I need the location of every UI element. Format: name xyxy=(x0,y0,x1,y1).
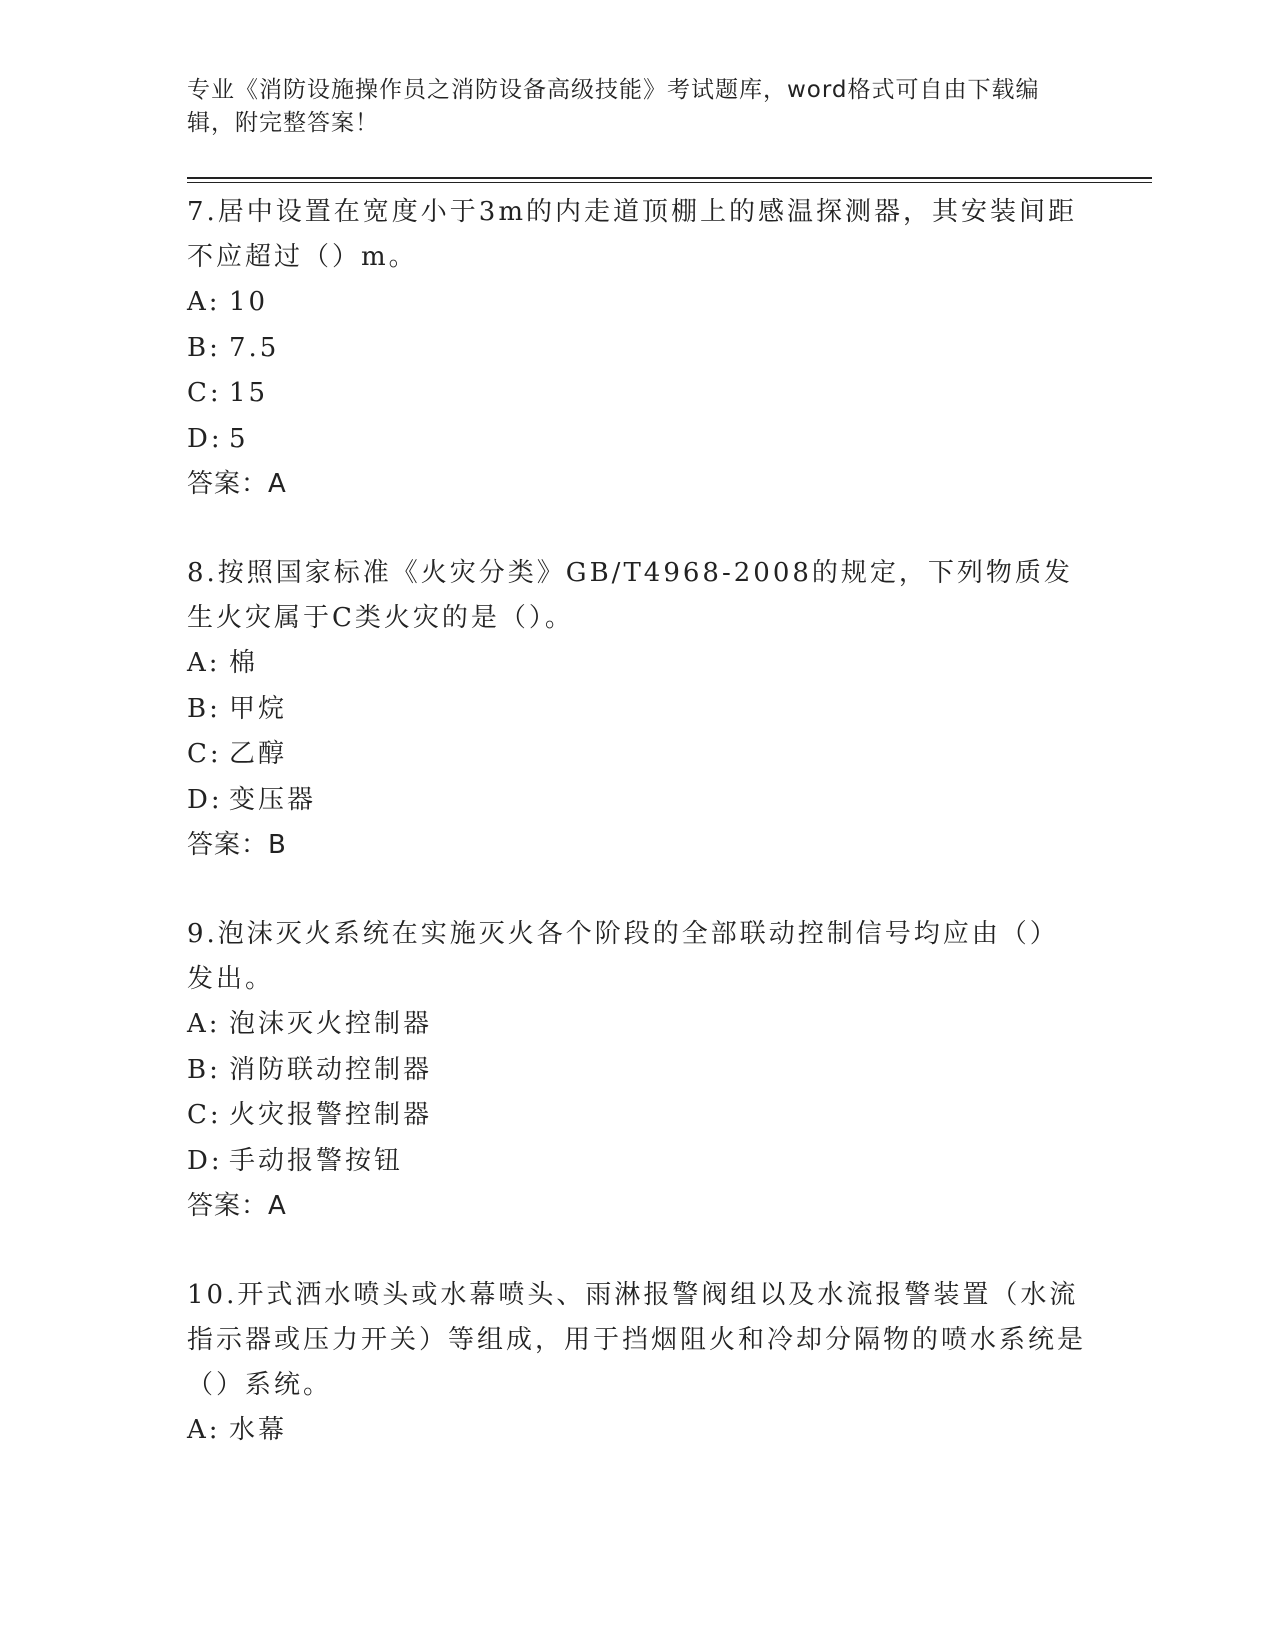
option-d xyxy=(187,417,1087,463)
option-value: 手动报警按钮 xyxy=(229,1145,404,1176)
option-value: 乙醇 xyxy=(229,739,288,769)
option-d xyxy=(187,1139,1087,1185)
header-divider-thin xyxy=(187,182,1152,183)
option-a xyxy=(187,641,1087,687)
option-key: D: xyxy=(187,784,223,815)
option-key: D: xyxy=(187,1145,223,1176)
question-list xyxy=(187,190,1087,1498)
question-7 xyxy=(187,190,1087,507)
answer-line: 答案：A xyxy=(187,469,287,499)
option-key: D: xyxy=(187,423,223,454)
option-key: C: xyxy=(187,739,222,769)
question-text: 9.泡沫灭火系统在实施灭火各个阶段的全部联动控制信号均应由（）发出。 xyxy=(187,919,1059,994)
option-d xyxy=(187,778,1087,824)
option-key: A: xyxy=(187,1415,221,1445)
option-key: B: xyxy=(187,693,221,724)
option-b xyxy=(187,326,1087,372)
answer-line: 答案：A xyxy=(187,1191,287,1221)
option-c xyxy=(187,1093,1087,1139)
option-value: 火灾报警控制器 xyxy=(229,1100,433,1130)
option-c xyxy=(187,732,1087,778)
option-value: 10 xyxy=(229,287,269,317)
question-9 xyxy=(187,912,1087,1229)
option-value: 5 xyxy=(229,423,249,454)
option-value: 消防联动控制器 xyxy=(229,1054,433,1085)
question-text: 10.开式洒水喷头或水幕喷头、雨淋报警阀组以及水流报警装置（水流指示器或压力开关）等组成，用于挡烟阻火和冷却分隔物的喷水系统是（）系统。 xyxy=(187,1280,1087,1400)
answer-line: 答案：B xyxy=(187,830,287,860)
question-8 xyxy=(187,551,1087,868)
option-value: 15 xyxy=(229,378,269,408)
option-value: 甲烷 xyxy=(229,693,288,724)
option-value: 泡沫灭火控制器 xyxy=(229,1009,433,1039)
option-key: A: xyxy=(187,287,221,317)
option-key: B: xyxy=(187,332,221,363)
question-10 xyxy=(187,1273,1087,1454)
option-b xyxy=(187,687,1087,733)
header-divider-thick xyxy=(187,177,1152,179)
option-value: 变压器 xyxy=(229,784,317,815)
document-header: 专业《消防设施操作员之消防设备高级技能》考试题库，word格式可自由下载编辑，附完整答案！ xyxy=(187,77,1040,136)
question-text: 7.居中设置在宽度小于3m的内走道顶棚上的感温探测器，其安装间距不应超过（）m。 xyxy=(187,197,1078,272)
option-c xyxy=(187,371,1087,417)
option-a xyxy=(187,280,1087,326)
option-b xyxy=(187,1048,1087,1094)
option-key: C: xyxy=(187,378,222,408)
option-a xyxy=(187,1408,1087,1454)
option-value: 7.5 xyxy=(229,332,280,363)
option-value: 棉 xyxy=(229,648,259,678)
option-a xyxy=(187,1002,1087,1048)
option-value: 水幕 xyxy=(229,1415,288,1445)
question-text: 8.按照国家标准《火灾分类》GB/T4968-2008的规定，下列物质发生火灾属于C类火灾的是（）。 xyxy=(187,558,1073,633)
option-key: A: xyxy=(187,648,221,678)
option-key: B: xyxy=(187,1054,221,1085)
option-key: C: xyxy=(187,1100,222,1130)
option-key: A: xyxy=(187,1009,221,1039)
